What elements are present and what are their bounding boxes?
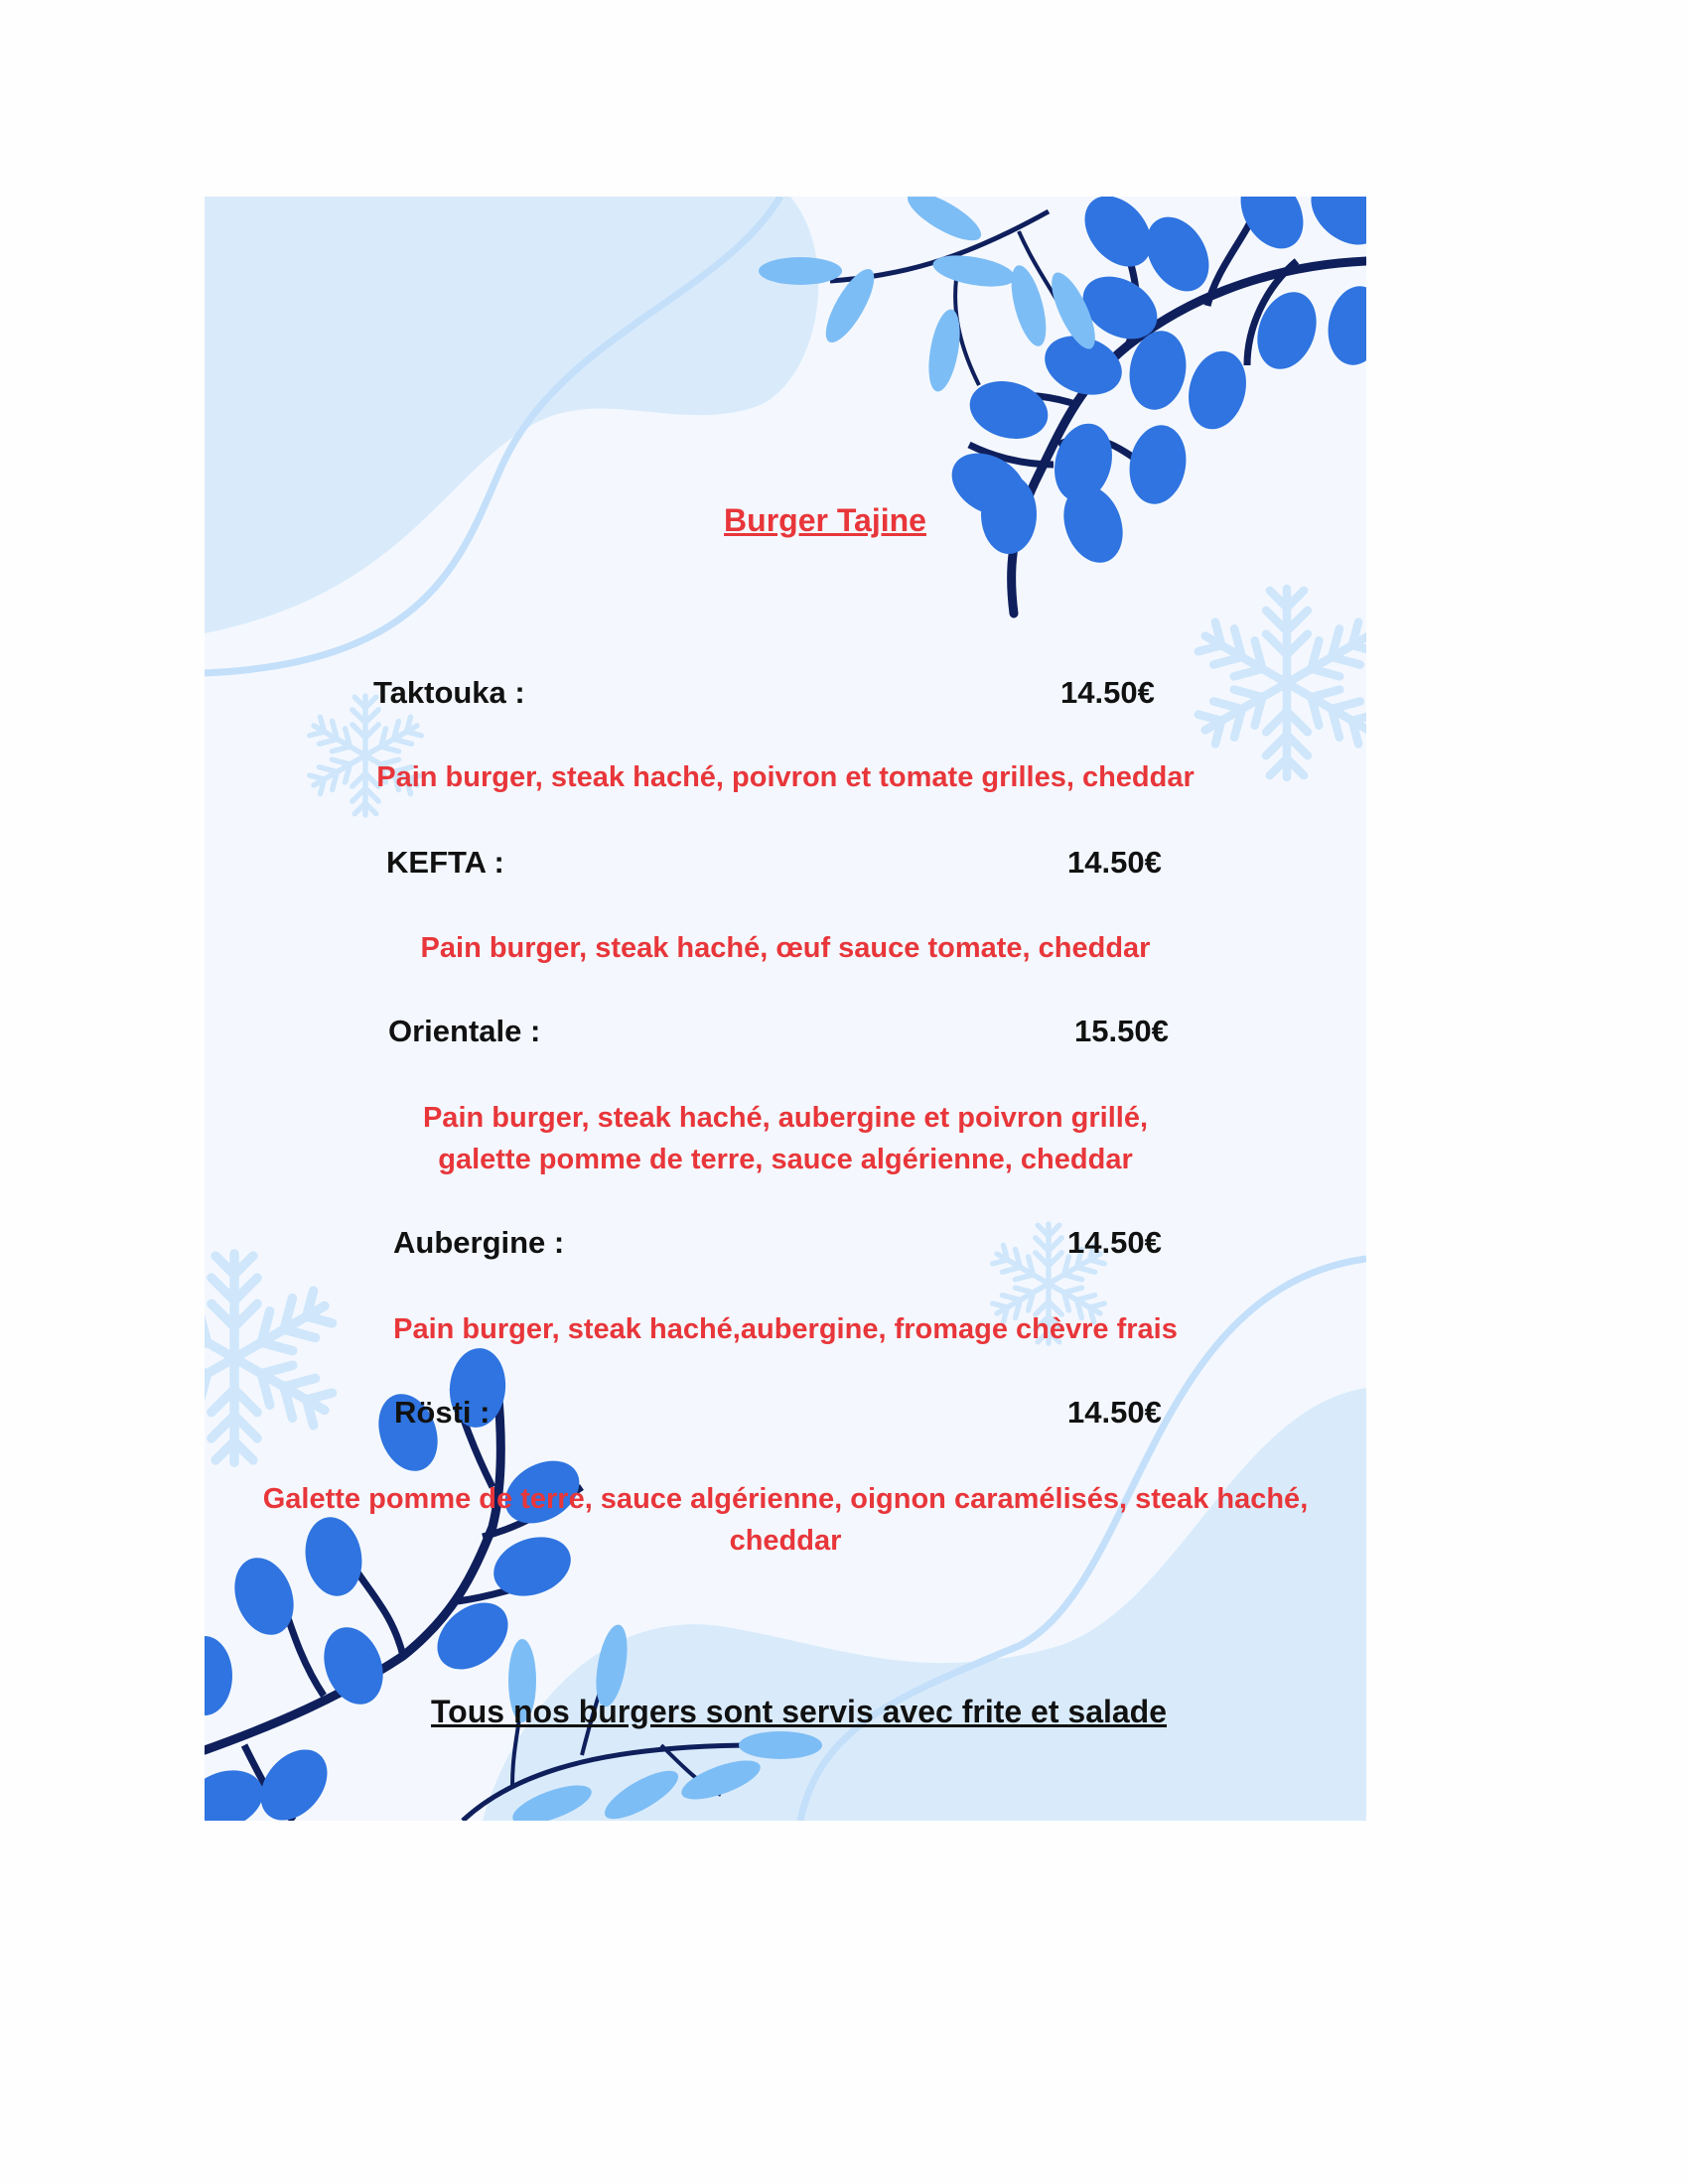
item-description: Pain burger, steak haché, poivron et tomate grilles, cheddar [376, 761, 1195, 793]
item-name: KEFTA : [386, 845, 504, 880]
item-name: Rösti : [394, 1395, 491, 1430]
menu-title: Burger Tajine [724, 502, 926, 538]
item-description: Pain burger, steak haché, aubergine et poivron grillé, [422, 1102, 1149, 1134]
item-description: cheddar [729, 1525, 842, 1557]
snowflake-icon [1195, 589, 1366, 777]
item-price: 14.50€ [1067, 845, 1162, 880]
background-decoration [205, 197, 1366, 1821]
wave-top [205, 197, 818, 633]
item-description: Galette pomme de terre, sauce algérienne, oignon caramélisés, steak haché, [262, 1483, 1309, 1515]
item-price: 14.50€ [1060, 675, 1155, 710]
item-description: galette pomme de terre, sauce algérienne, cheddar [438, 1144, 1133, 1175]
item-description: Pain burger, steak haché, œuf sauce tomate, cheddar [420, 932, 1151, 964]
item-description: Pain burger, steak haché,aubergine, fromage chèvre frais [393, 1313, 1178, 1345]
item-name: Orientale : [388, 1014, 541, 1048]
snowflake-icon [205, 1254, 336, 1462]
footer-note: Tous nos burgers sont servis avec frite et salade [431, 1694, 1168, 1729]
item-price: 14.50€ [1067, 1225, 1162, 1260]
item-price: 15.50€ [1074, 1014, 1169, 1048]
menu-card [205, 197, 1366, 1821]
item-price: 14.50€ [1067, 1395, 1162, 1430]
item-name: Aubergine : [393, 1225, 565, 1260]
leaf-branch-icon [940, 197, 1366, 614]
item-name: Taktouka : [373, 675, 525, 710]
